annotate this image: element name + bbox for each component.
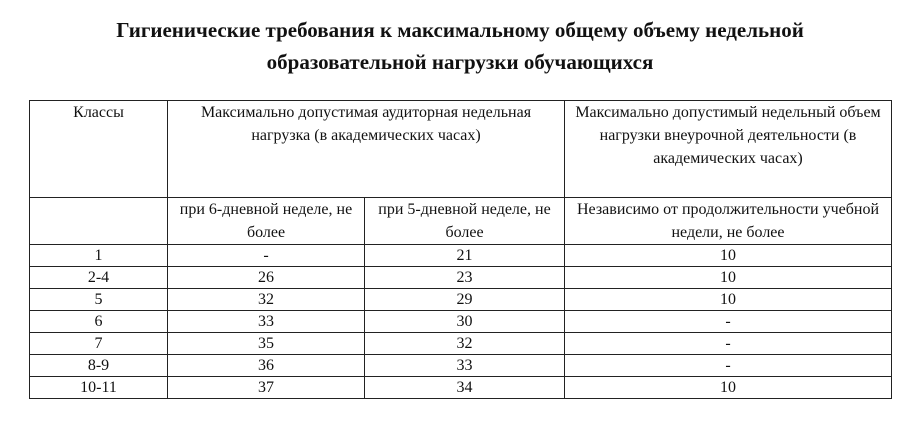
five-day-cell: 33 (365, 355, 565, 377)
five-day-cell: 32 (365, 333, 565, 355)
table-row (30, 267, 892, 289)
six-day-cell: 33 (168, 311, 365, 333)
grade-cell: 7 (30, 333, 168, 355)
table-row (30, 311, 892, 333)
extracurricular-cell: 10 (565, 377, 892, 399)
five-day-cell: 30 (365, 311, 565, 333)
six-day-cell: - (168, 245, 365, 267)
table-row (30, 245, 892, 267)
table-row (30, 333, 892, 355)
six-day-cell: 26 (168, 267, 365, 289)
page-title (0, 14, 920, 78)
header-row-1 (30, 101, 892, 198)
table-row (30, 355, 892, 377)
extracurricular-cell: 10 (565, 289, 892, 311)
grade-cell: 2-4 (30, 267, 168, 289)
title-line-1: Гигиенические требования к максимальному общему объему недельной (116, 18, 804, 42)
header-five-day-week: при 5-дневной неделе, не более (365, 198, 565, 245)
header-auditory-load: Максимально допустимая аудиторная недельная нагрузка (в академических часах) (168, 101, 565, 198)
five-day-cell: 23 (365, 267, 565, 289)
table-row (30, 377, 892, 399)
header-extracurricular-load: Максимально допустимый недельный объем нагрузки внеурочной деятельности (в академических часах) (565, 101, 892, 198)
five-day-cell: 21 (365, 245, 565, 267)
extracurricular-cell: 10 (565, 245, 892, 267)
load-requirements-table (29, 100, 892, 399)
grade-cell: 8-9 (30, 355, 168, 377)
six-day-cell: 35 (168, 333, 365, 355)
header-classes: Классы (30, 101, 168, 198)
grade-cell: 1 (30, 245, 168, 267)
extracurricular-cell: - (565, 333, 892, 355)
extracurricular-cell: 10 (565, 267, 892, 289)
header-six-day-week: при 6-дневной неделе, не более (168, 198, 365, 245)
grade-cell: 5 (30, 289, 168, 311)
six-day-cell: 32 (168, 289, 365, 311)
table-row (30, 289, 892, 311)
extracurricular-cell: - (565, 311, 892, 333)
six-day-cell: 36 (168, 355, 365, 377)
title-line-2: образовательной нагрузки обучающихся (266, 50, 654, 74)
header-empty-cell (30, 198, 168, 245)
grade-cell: 6 (30, 311, 168, 333)
five-day-cell: 29 (365, 289, 565, 311)
extracurricular-cell: - (565, 355, 892, 377)
grade-cell: 10-11 (30, 377, 168, 399)
header-independent-of-week: Независимо от продолжительности учебной недели, не более (565, 198, 892, 245)
five-day-cell: 34 (365, 377, 565, 399)
header-row-2 (30, 198, 892, 245)
six-day-cell: 37 (168, 377, 365, 399)
